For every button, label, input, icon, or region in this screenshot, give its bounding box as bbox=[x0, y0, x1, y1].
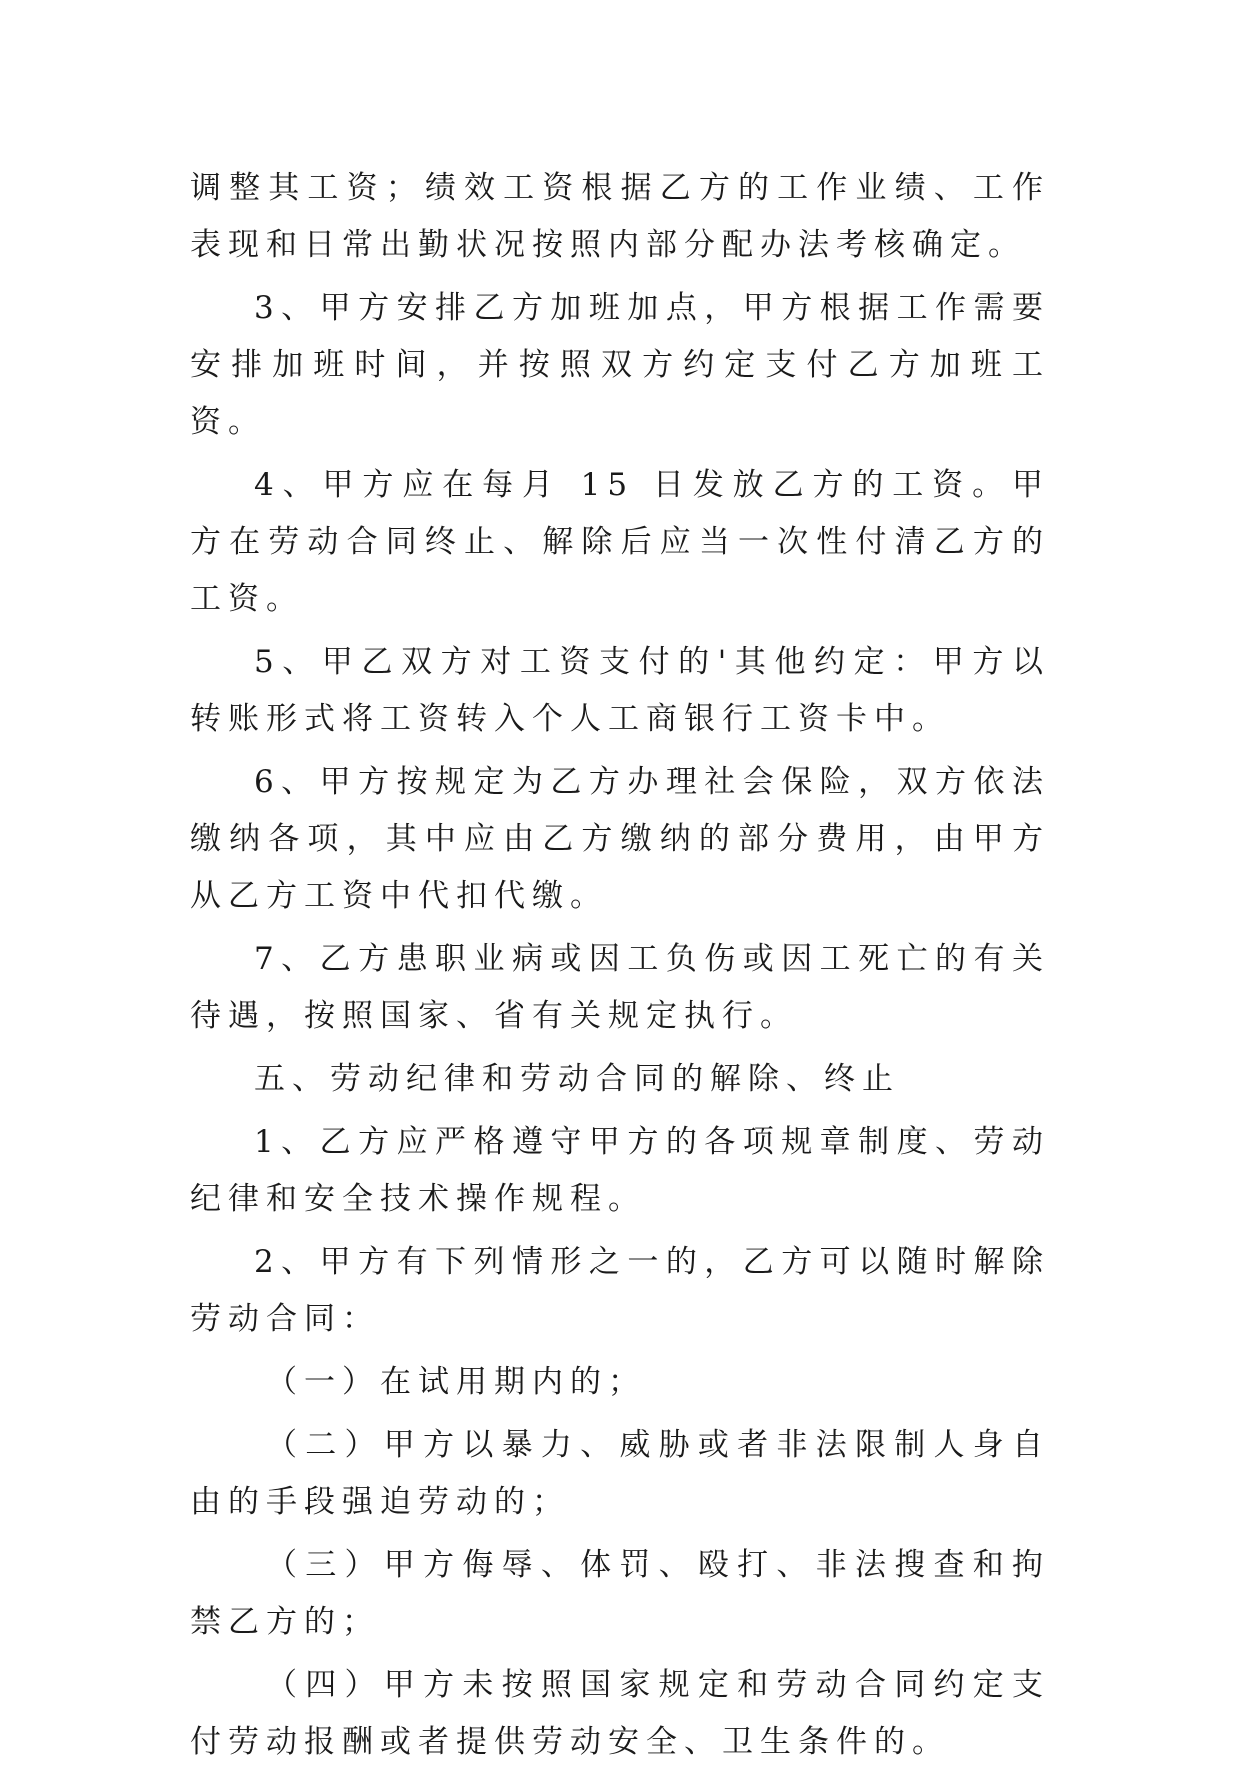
paragraph-payment-method: 5、甲乙双方对工资支付的'其他约定：甲方以转账形式将工资转入个人工商银行工资卡中。 bbox=[190, 644, 1050, 737]
list-item-abuse: （三）甲方侮辱、体罚、殴打、非法搜查和拘禁乙方的； bbox=[190, 1547, 1050, 1640]
paragraph-wage-adjustment: 调整其工资；绩效工资根据乙方的工作业绩、工作表现和日常出勤状况按照内部分配办法考核确定。 bbox=[190, 170, 1050, 263]
list-item-unpaid-remuneration: （四）甲方未按照国家规定和劳动合同约定支付劳动报酬或者提供劳动安全、卫生条件的。 bbox=[190, 1667, 1050, 1760]
paragraph-termination-conditions: 2、甲方有下列情形之一的，乙方可以随时解除劳动合同： bbox=[190, 1244, 1050, 1337]
paragraph-rules-compliance: 1、乙方应严格遵守甲方的各项规章制度、劳动纪律和安全技术操作规程。 bbox=[190, 1124, 1050, 1217]
section-heading-discipline-termination: 五、劳动纪律和劳动合同的解除、终止 bbox=[254, 1061, 900, 1097]
paragraph-overtime: 3、甲方安排乙方加班加点，甲方根据工作需要安排加班时间，并按照双方约定支付乙方加班工资。 bbox=[190, 290, 1050, 440]
list-item-forced-labor: （二）甲方以暴力、威胁或者非法限制人身自由的手段强迫劳动的； bbox=[190, 1427, 1050, 1520]
list-item-probation: （一）在试用期内的； bbox=[266, 1364, 646, 1400]
document-body bbox=[190, 160, 1050, 1777]
paragraph-occupational-injury: 7、乙方患职业病或因工负伤或因工死亡的有关待遇，按照国家、省有关规定执行。 bbox=[190, 941, 1050, 1034]
paragraph-social-insurance: 6、甲方按规定为乙方办理社会保险，双方依法缴纳各项，其中应由乙方缴纳的部分费用，由甲方从乙方工资中代扣代缴。 bbox=[190, 764, 1050, 914]
paragraph-pay-date: 4、甲方应在每月 15 日发放乙方的工资。甲方在劳动合同终止、解除后应当一次性付清乙方的工资。 bbox=[190, 467, 1050, 617]
